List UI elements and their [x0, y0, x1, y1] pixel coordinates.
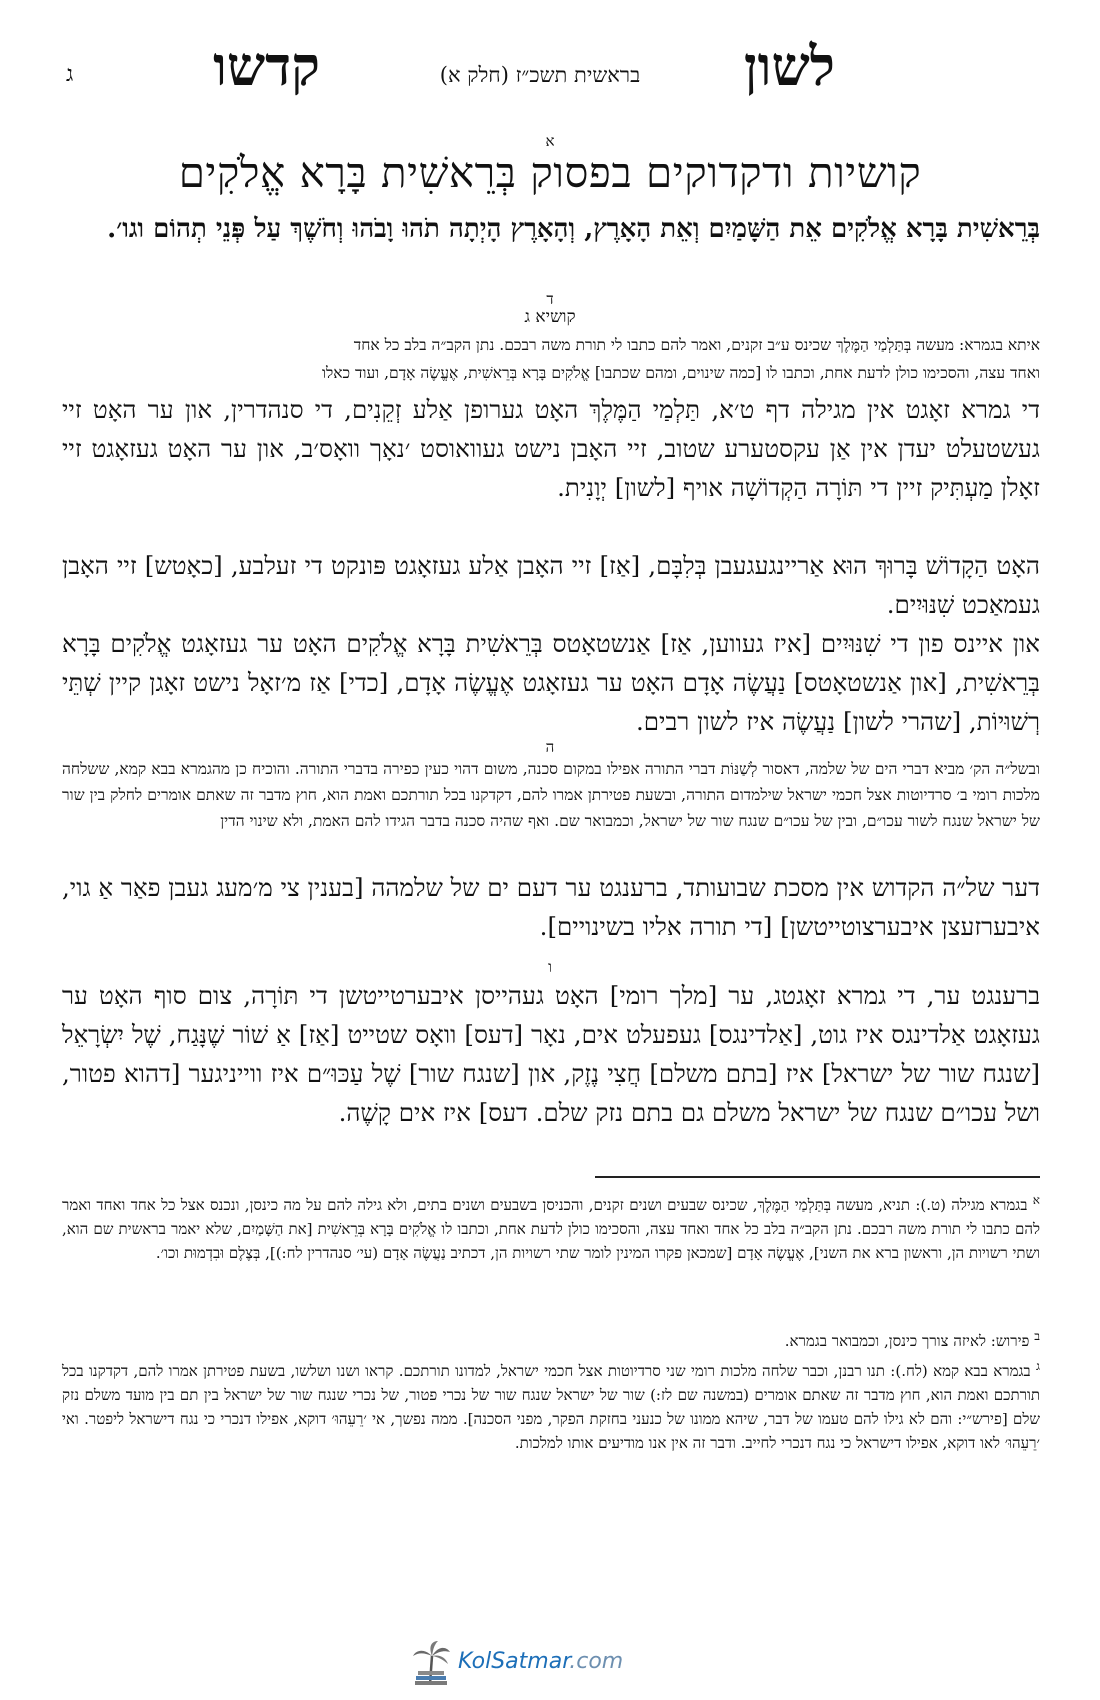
header-subtitle: בראשית תשכ״ז (חלק א) [439, 63, 641, 87]
logo-name: KolSatmar [458, 1649, 570, 1674]
paragraph: דער של״ה הקדוש אין מסכת שבועותד, ברענגט ער דעם ים של שלמהה [בענין צי מ׳מעג געבן פאַר אַ גוי, איבערזעצן איבערצוטייטשן] [די תורה אליו בשינויים]. [62, 873, 1040, 941]
section-marker: ד [546, 290, 554, 308]
footnote-text: בגמרא בבא קמא (לח.): תנו רבנן, וכבר שלחה מלכות רומי שני סרדיוטות אצל חכמי ישראל, למדונו תורתכם. קראו ושנו ושלשו, בשעת פטירתן אמרו להם, דקדקנו בכל תורתכם ואמת הוא, חוץ מדבר זה שאתם אומרים (במשנה שם לז:) שור של ישראל שנגח שור של נכרי פטור, של נכרי שנגח שור של ישראל בין תם בין מועד משלם נזק שלם [פירש״י: והם לא גילו להם טעמו של דבר, שיהא ממונו של כנעני בחזקת הפקר, מפני הסכנה]. ממה נפשך, אי ׳רֵעֵהוּ׳ דוקא, אפילו דנכרי כי נגח דישראל ליפטר. ואי ׳רֵעֵהוּ׳ לאו דוקא, אפילו דישראל כי נגח דנכרי לחייב. ודבר זה אין אנו מודיעים אותו למלכות. [62, 1362, 1040, 1452]
site-logo[interactable] [410, 1640, 670, 1686]
logo-suffix: .com [569, 1649, 624, 1674]
paragraph: האָט הַקָדוֹשׁ בָּרוּךְ הוּא אַריינגעגעבן בְּלִבָּם, [אַז] זיי האָבן אַלע געזאָגט פּונקט די זעלבע, [כאָטש] זיי האָבן געמאַכט שִׁנּוּיִים. [62, 551, 1040, 619]
section-marker: ו [548, 958, 552, 976]
footnote [62, 1354, 1040, 1455]
footnote [62, 1324, 1040, 1353]
paragraph: און איינס פון די שִׁנּוּיִים [איז געווען, אַז] אַנשטאָטס בְּרֵאשִׁית בָּרָא אֱלֹקִים האָט ער געזאָגט אֱלֹקִים בָּרָא בְּרֵאשִׁית, [און אַנשטאָטס] נַעֲשֶׂה אָדָם האָט ער געזאָגט אֶעֱשֶׂה אָדָם, [כדי] אַז מ׳זאָל נישט זאָגן קיין שְׁתֵּי רְשׁוּיוֹת, [שהרי לשון] נַעֲשֶׂה איז לשון רבים. [62, 629, 1040, 736]
header-title-left: קדשו [213, 34, 320, 98]
page-number: ג [66, 62, 74, 87]
footnote-mark: ב [1034, 1329, 1040, 1343]
footnote-text: בגמרא מגילה (ט.): תניא, מעשה בְּתַּלְמַי הַמֶּלֶךְ, שכינס שבעים ושנים זקנים, והכניסן בשבעים ושנים בתים, ולא גילה להם על מה כינסן, ונכנס אצל כל אחד ואחד ואמר להם כתבו לי תורת משה רבכם. נתן הקב״ה בלב כל אחד ואחד עצה, והסכימו כולן לדעת אחת, וכתבו לו אֱלֹקִים בָּרָא בְּרֵאשִׁית [את הַשָּׁמַיִם, שלא יאמר בראשית שם הוא, ושתי רשויות הן, וראשון ברא את השני], אֶעֱשֶׂה אָדָם [שמכאן פקרו המינין לומר שתי רשויות הן, דכתיב נַעֲשֶׂה אָדָם (עי׳ סנהדרין לח:)], בְּצֶלֶם וּבִדְמוּת וכו׳. [62, 1196, 1040, 1262]
palm-tree-books-icon [410, 1640, 452, 1686]
chapter-title: קושיות ודקדוקים בפסוק בְּרֵאשִׁית בָּרָא אֱלֹקִים [178, 148, 922, 197]
quote-line: ואחד עצה, והסכימו כולן לדעת אחת, וכתבו לו [כמה שינוים, ומהם שכתבו] אֱלֹקִים בָּרָא בְּרֵאשִׁית, אֶעֱשֶׂה אָדָם, ועוד כאלו [322, 364, 1040, 382]
verse-text: בְּרֵאשִׁית בָּרָא אֱלֹקִים אֵת הַשָּׁמַיִם וְאֵת הָאָרֶץ, וְהָאָרֶץ הָיְתָה תֹהוּ וָבֹהוּ וְחֹשֶׁךְ עַל פְּנֵי תְהוֹם וגו׳. [107, 214, 1040, 244]
kushya-label: קושיא ג [524, 307, 576, 327]
footnote-mark: ג [1036, 1359, 1040, 1373]
section-marker: א [545, 132, 555, 150]
footnote-divider [595, 1176, 1040, 1178]
footnote [62, 1188, 1040, 1265]
header-title-right: לשון [743, 34, 835, 98]
paragraph: ברענגט ער, די גמרא זאָגטג, ער [מלך רומי] האָט געהייסן איבערטייטשן די תּוֹרָה, צום סוף האָט ער געזאָגט אַלדינגס איז גוט, [אַלדינגס] געפעלט אים, נאָר [דעס] וואָס שטייט [אַז] אַ שׁוֹר שֶׁנָּגַח, שֶׁל יִשְׂרָאֵל [שנגח שור של ישראל] איז [בתם משלם] חֲצִי נֶזֶק, און [שנגח שור] שֶׁל עַכּוּ״ם איז ווייניגער [דהוא פטור, ושל עכו״ם שנגח של ישראל משלם גם בתם נזק שלם. דעס] איז אים קָשֶׁה. [62, 981, 1040, 1127]
footnote-text: פירוש: לאיזה צורך כינסן, וכמבואר בגמרא. [784, 1332, 1030, 1350]
section-marker: ה [545, 738, 555, 756]
quote-line: איתא בגמרא: מעשה בְּתַּלְמַי הַמֶּלֶךְ שכינס ע״ב זקנים, ואמר להם כתבו לי תורת משה רבכם. נתן הקב״ה בלב כל אחד [353, 336, 1040, 354]
logo-text [458, 1648, 623, 1676]
paragraph: די גמרא זאָגט אין מגילה דף ט׳א, תַּלְמַי הַמֶּלֶךְ האָט גערופן אַלע זְקֵנִים, די סנהדרין, און ער האָט זיי געשטעלט יעדן אין אַן עקסטערע שטוב, זיי האָבן נישט געוואוסט ׳נאָך וואָס׳ב, און ער האָט געזאָגט זיי זאָלן מַעְתִּיק זיין די תּוֹרָה הַקְדוֹשָׁה אויף [לשון] יְוָנִית. [62, 395, 1040, 502]
small-paragraph: ובשל״ה הק׳ מביא דברי הים של שלמה, דאסור לְשַׁנּוֹת דברי התורה אפילו במקום סכנה, משום דהוי כעין כפירה בדברי התורה. והוכיח כן מהגמרא בבא קמא, ששלחה מלכות רומי ב׳ סרדיוטות אצל חכמי ישראל שילמדום התורה, ובשעת פטירתן אמרו להם, דקדקנו בכל תורתכם ואמת הוא, חוץ מדבר זה שאתם אומרים לחלק בין שור של ישראל שנגח לשור עכו״ם, ובין של עכו״ם שנגח שור של ישראל, וכמבואר שם. ואף שהיה סכנה בדבר הגידו להם האמת, ולא שינוי הדין [62, 760, 1040, 830]
footnote-mark: א [1032, 1193, 1040, 1207]
